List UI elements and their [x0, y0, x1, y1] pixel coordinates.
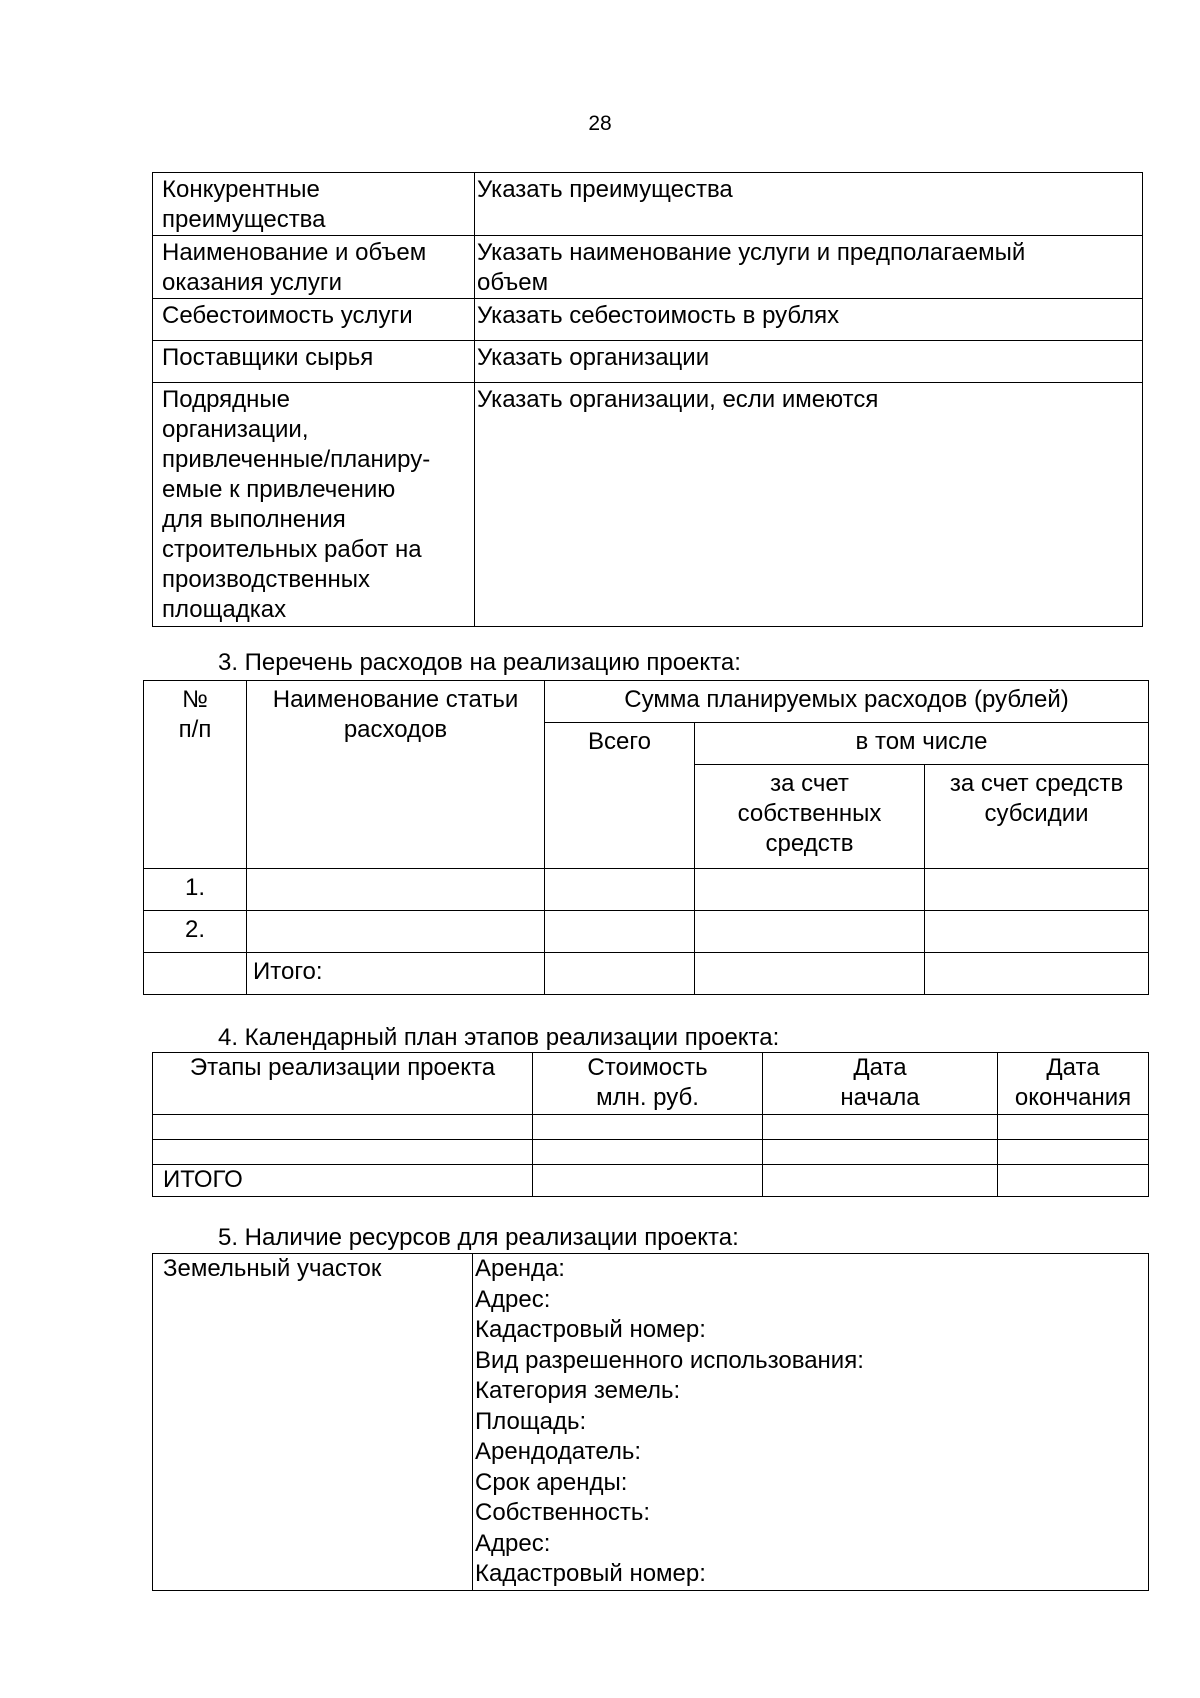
header-row	[144, 681, 1149, 723]
table-row	[153, 341, 1143, 383]
detail-line: Собственность:	[475, 1499, 650, 1526]
row-cell	[695, 869, 925, 911]
header-start: Дата начала	[763, 1053, 998, 1115]
detail-line: Адрес:	[475, 1529, 551, 1557]
row-label: Себестоимость услуги	[153, 299, 475, 341]
table-row	[144, 869, 1149, 911]
header-subsidy: за счет средств субсидии	[925, 765, 1149, 869]
table-row	[144, 911, 1149, 953]
row-name	[247, 911, 545, 953]
calendar-caption: 4. Календарный план этапов реализации проекта:	[218, 1024, 780, 1051]
header-total: Всего	[545, 723, 695, 869]
row-cell	[545, 911, 695, 953]
page-number: 28	[588, 112, 612, 135]
table-row	[153, 173, 1143, 236]
detail-line: Адрес:	[475, 1285, 551, 1313]
header-own: за счет собственных средств	[695, 765, 925, 869]
detail-line: Арендодатель:	[475, 1438, 642, 1465]
total-label: ИТОГО	[153, 1165, 533, 1197]
row-cell	[153, 1115, 533, 1140]
row-num: 2.	[144, 911, 247, 953]
header-stages: Этапы реализации проекта	[153, 1053, 533, 1115]
table-row	[153, 236, 1143, 299]
total-row	[144, 953, 1149, 995]
header-num: № п/п	[144, 681, 247, 869]
land-plot-details	[473, 1254, 1149, 1591]
detail-line: Кадастровый номер:	[475, 1560, 706, 1587]
row-cell	[925, 869, 1149, 911]
row-cell	[998, 1115, 1149, 1140]
table-row	[153, 1254, 1149, 1591]
row-num	[144, 953, 247, 995]
row-cell	[153, 1140, 533, 1165]
detail-line: Площадь:	[475, 1407, 587, 1435]
row-cell	[533, 1165, 763, 1197]
table-row	[153, 299, 1143, 341]
row-label: Подрядные организации, привлеченные/планиру- емые к привлечению для выполнения строительных работ на производственных площадках	[153, 383, 475, 627]
header-cost: Стоимость млн. руб.	[533, 1053, 763, 1115]
row-cell	[763, 1140, 998, 1165]
row-cell	[763, 1165, 998, 1197]
row-cell	[925, 953, 1149, 995]
detail-line: Срок аренды:	[475, 1468, 628, 1496]
table-row	[153, 1115, 1149, 1140]
detail-line: Кадастровый номер:	[475, 1316, 706, 1343]
row-cell	[998, 1165, 1149, 1197]
row-label: Наименование и объем оказания услуги	[153, 236, 475, 299]
row-cell	[695, 953, 925, 995]
row-cell	[545, 869, 695, 911]
detail-line: Категория земель:	[475, 1377, 681, 1404]
row-name	[247, 869, 545, 911]
row-label: Поставщики сырья	[153, 341, 475, 383]
detail-line: Аренда:	[475, 1255, 565, 1282]
row-cell	[998, 1140, 1149, 1165]
row-value: Указать организации	[475, 341, 1143, 383]
row-cell	[533, 1140, 763, 1165]
row-value: Указать преимущества	[475, 173, 1143, 236]
row-label: Конкурентные преимущества	[153, 173, 475, 236]
row-name: Итого:	[247, 953, 545, 995]
header-name: Наименование статьи расходов	[247, 681, 545, 869]
header-row	[153, 1053, 1149, 1115]
calendar-table	[152, 1052, 1149, 1197]
row-cell	[763, 1115, 998, 1140]
row-num: 1.	[144, 869, 247, 911]
row-cell	[695, 911, 925, 953]
header-including: в том числе	[695, 723, 1149, 765]
detail-line: Вид разрешенного использования:	[475, 1346, 864, 1374]
row-value: Указать себестоимость в рублях	[475, 299, 1143, 341]
row-value: Указать организации, если имеются	[475, 383, 1143, 627]
expenses-table	[143, 680, 1149, 995]
table-row	[153, 383, 1143, 627]
header-sum: Сумма планируемых расходов (рублей)	[545, 681, 1149, 723]
row-cell	[545, 953, 695, 995]
resources-caption: 5. Наличие ресурсов для реализации проекта:	[218, 1224, 739, 1251]
project-info-table	[152, 172, 1143, 627]
resources-table	[152, 1253, 1149, 1591]
land-plot-label: Земельный участок	[153, 1254, 473, 1591]
row-cell	[533, 1115, 763, 1140]
header-end: Дата окончания	[998, 1053, 1149, 1115]
total-row	[153, 1165, 1149, 1197]
row-value: Указать наименование услуги и предполагаемый объем	[475, 236, 1143, 299]
expenses-caption: 3. Перечень расходов на реализацию проекта:	[218, 649, 741, 676]
row-cell	[925, 911, 1149, 953]
table-row	[153, 1140, 1149, 1165]
